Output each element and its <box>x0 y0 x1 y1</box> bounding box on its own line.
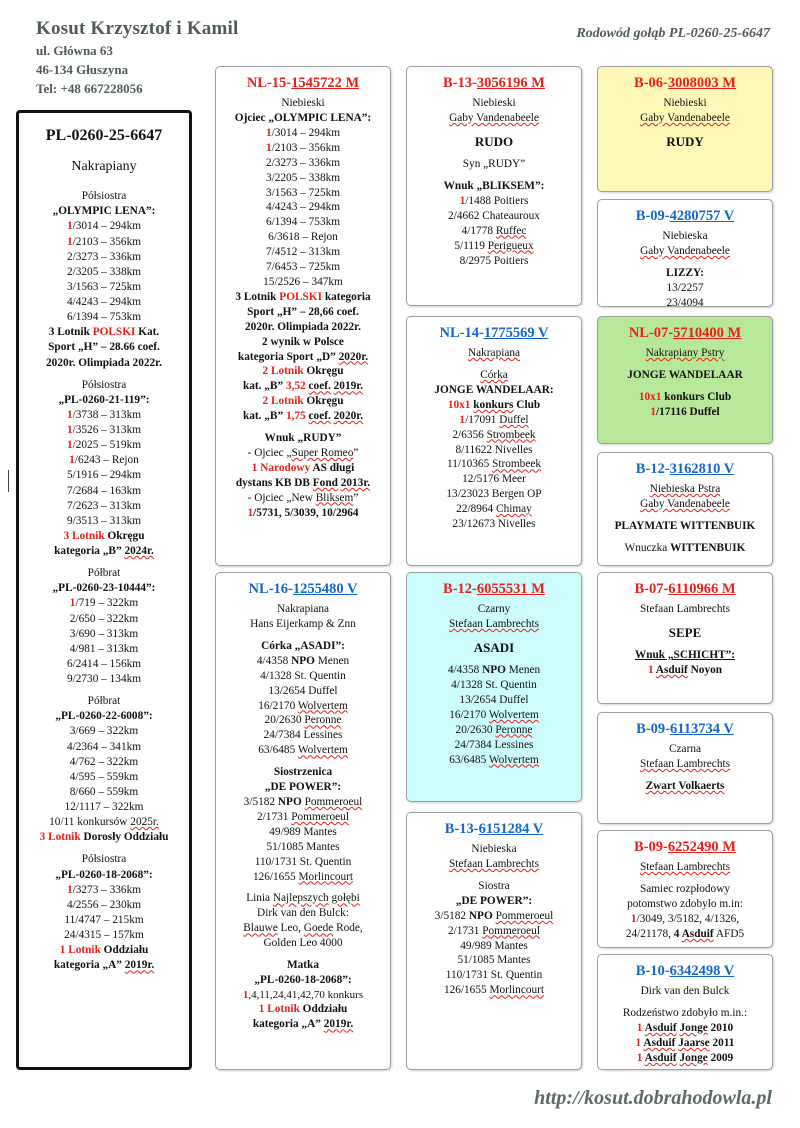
card-nl14-color: Nakrapiana <box>467 347 521 360</box>
relative-block: Półsiostra „PL-0260-21-119”: 1/3738 – 313km 1/3526 – 313km 1/2025 – 519km 1/6243 – Rejon 5/1916 – 294km 7/2684 – 163km 7/2623 – 313km 9/3513 – 313km 3 Lotnik Okręgu kategoria „B” 2024r. <box>27 378 181 560</box>
card-b12b-breeder: Gaby Vandenabeele <box>640 498 730 511</box>
main-bird-ring: PL-0260-25-6647 <box>45 127 163 144</box>
relative-name: „PL-0260-22-6008”: <box>55 710 153 723</box>
card-b13b-breeder: Stefaan Lambrechts <box>448 858 540 871</box>
card-b10-note: Rodzeństwo zdobyło m.in.: <box>622 1007 748 1020</box>
card-nl07-name: JONGE WANDELAAR <box>627 369 743 382</box>
breeder-city: 46-134 Głuszyna <box>36 62 129 77</box>
relative-type: Półbrat <box>87 567 121 580</box>
card-nl07: NL-07-5710400 M Nakrapiany Pstry JONGE WANDELAAR 10x1 konkurs Club 1/17116 Duffel <box>597 316 773 444</box>
card-b12a-breeder: Stefaan Lambrechts <box>448 618 540 631</box>
card-nl16-color: Nakrapiana <box>276 603 330 616</box>
card-b12a-name: ASADI <box>473 639 515 655</box>
card-nl16: NL-16-1255480 V Nakrapiana Hans Eijerkamp & Znn Córka „ASADI”: 4/4358 NPO Menen 4/1328 St. Quentin 13/2654 Duffel 16/2170 Wolvertem 20/2630 Peronne 24/7384 Lessines 63/6485 Wolvertem Siostrzenica „DE POWER”: 3/5182 NPO Pommeroeul 2/1731 Pommeroeul 49/989 Mantes 51/1085 Mantes 110/1731 St. Quentin 126/1655 Morlincourt Linia Najlepszych gołębi Dirk van den Bulck: Blauwe Leo, Goede Rode, Golden Leo 4000 Matka „PL-0260-18-2068”: 1,4,11,24,41,42,70 konkurs 1 Lotnik Oddziału kategoria „A” 2019r. <box>215 572 391 1070</box>
card-b09b-name: Zwart Volkaerts <box>645 779 725 792</box>
card-b12b <box>597 452 773 566</box>
card-b12a: B-12-6055531 M Czarny Stefaan Lambrechts ASADI 4/4358 NPO Menen 4/1328 St. Quentin 13/2654 Duffel 16/2170 Wolvertem 20/2630 Peronne 24/7384 Lessines 63/6485 Wolvertem <box>406 572 582 802</box>
card-b06 <box>597 66 773 192</box>
card-b13a-grandson: Wnuk „BLIKSEM”: <box>443 180 545 192</box>
relative-block: Półsiostra „PL-0260-18-2068”: 1/3273 – 336km 4/2556 – 230km 11/4747 – 215km 24/4315 – 157km 1 Lotnik Oddziału kategoria „A” 2019r. <box>27 852 181 973</box>
card-b06-color: Niebieski <box>663 97 707 110</box>
card-b10: B-10-6342498 V Dirk van den Bulck Rodzeństwo zdobyło m.in.: 1 Asduif Jonge 2010 1 Asduif Jaarse 2011 1 Asduif Jonge 2009 <box>597 954 773 1070</box>
card-b09c-note: Samiec rozpłodowy <box>639 883 731 896</box>
relative-type: Półsiostra <box>81 190 127 203</box>
card-b07-ring: B-07-6110966 M <box>634 581 736 597</box>
card-b13a-name: RUDO <box>474 133 514 149</box>
card-b13a-ring: B-13-3056196 M <box>443 75 545 91</box>
card-b06-name: RUDY <box>666 133 704 149</box>
card-b12b-note: Wnuczka WITTENBUIK <box>624 541 746 554</box>
relative-block: Półbrat „PL-0260-23-10444”: 1/719 – 322km 2/650 – 322km 3/690 – 313km 4/981 – 313km 6/2414 – 156km 9/2730 – 134km <box>27 566 181 687</box>
card-nl16-mother-ring: „PL-0260-18-2068”: <box>254 973 352 986</box>
card-b09c-ring: B-09-6252490 M <box>634 839 736 855</box>
card-nl07-ring: NL-07-5710400 M <box>628 325 742 341</box>
card-b09a-ring: B-09-4280757 V <box>635 208 735 224</box>
card-nl15-grandson: Wnuk „RUDY” <box>264 432 342 445</box>
card-b09a-color: Niebieska <box>662 230 708 243</box>
card-b13b-sister: Siostra <box>478 879 510 892</box>
card-b06-breeder: Gaby Vandenabeele <box>640 112 730 125</box>
page-title: Kosut Krzysztof i Kamil <box>36 18 239 39</box>
card-nl16-sister-name: „DE POWER”: <box>264 781 342 794</box>
card-b13b-ring: B-13-6151284 V <box>444 821 544 837</box>
card-b12b-ring: B-12-3162810 V <box>635 461 735 477</box>
relative-type: Półbrat <box>87 695 121 708</box>
card-b06-ring: B-06-3008003 M <box>634 75 736 91</box>
card-nl14: NL-14-1775569 V Nakrapiana Córka JONGE WANDELAAR: 10x1 konkurs Club 1/17091 Duffel 2/6356 Strombeek 8/11622 Nivelles 11/10365 Strombeek 12/5176 Meer 13/23023 Bergen OP 22/8964 Chimay 23/12673 Nivelles <box>406 316 582 566</box>
card-b09b-ring: B-09-6113734 V <box>636 721 734 737</box>
card-nl16-ring: NL-16-1255480 V <box>248 581 358 597</box>
card-nl14-ring: NL-14-1775569 V <box>439 325 549 341</box>
card-b07-grandson: Wnuk „SCHICHT”: <box>634 649 736 662</box>
card-b13b: B-13-6151284 V Niebieska Stefaan Lambrechts Siostra „DE POWER”: 3/5182 NPO Pommeroeul 2/1731 Pommeroeul 49/989 Mantes 51/1085 Mantes 110/1731 St. Quentin 126/1655 Morlincourt <box>406 812 582 1070</box>
relative-type: Półsiostra <box>81 378 127 391</box>
card-b09a-breeder: Gaby Vandenabeele <box>640 245 730 258</box>
relative-name: „PL-0260-21-119”: <box>58 393 150 406</box>
card-b09c-breeder: Stefaan Lambrechts <box>639 861 731 874</box>
card-nl14-daughter: Córka <box>480 369 508 382</box>
breeder-phone: Tel: +48 667228056 <box>36 81 143 96</box>
card-nl07-color: Nakrapiany Pstry <box>645 347 725 360</box>
website-url[interactable]: http://kosut.dobrahodowla.pl <box>534 1087 772 1109</box>
card-nl15: NL-15-1545722 M Niebieski Ojciec „OLYMPIC LENA”: 1/3014 – 294km 1/2103 – 356km 2/3273 – 336km 3/2205 – 338km 3/1563 – 725km 4/4243 – 294km 6/1394 – 753km 6/3618 – Rejon 7/4512 – 313km 7/6453 – 725km 15/2526 – 347km 3 Lotnik POLSKI kategoria Sport „H” – 28,66 coef. 2020r. Olimpiada 2022r. 2 wynik w Polsce kategoria Sport „D” 2020r. 2 Lotnik Okręgu kat. „B” 3,52 coef. 2019r. 2 Lotnik Okręgu kat. „B” 1,75 coef. 2020r. Wnuk „RUDY” - Ojciec „Super Romeo” 1 Narodowy AS długi dystans KB DB Fond 2013r. - Ojciec „New Bliksem” 1/5731, 5/3039, 10/2964 <box>215 66 391 566</box>
card-b13b-color: Niebieska <box>471 843 517 856</box>
card-b09a: B-09-4280757 V Niebieska Gaby Vandenabeele LIZZY: 13/2257 23/4094 <box>597 199 773 307</box>
pedigree-label: Rodowód gołąb PL-0260-25-6647 <box>576 26 770 41</box>
card-b13a-son: Syn „RUDY” <box>462 158 526 171</box>
card-b12b-name: PLAYMATE WITTENBUIK <box>614 519 756 532</box>
card-b13a-color: Niebieski <box>472 97 516 110</box>
card-b09c-note2: potomstwo zdobyło m.in: <box>627 897 743 910</box>
card-b07-breeder: Stefaan Lambrechts <box>639 603 731 616</box>
card-nl16-breeder: Hans Eijerkamp & Znn <box>250 618 356 631</box>
card-nl16-mother: Matka <box>286 959 319 972</box>
card-nl16-sister: Siostrzenica <box>273 766 333 779</box>
card-nl15-color: Niebieski <box>281 97 325 110</box>
card-nl14-name: JONGE WANDELAAR: <box>434 383 554 396</box>
card-b07: B-07-6110966 M Stefaan Lambrechts SEPE Wnuk „SCHICHT”: 1 Asduif Noyon <box>597 572 773 704</box>
card-b09c: B-09-6252490 M Stefaan Lambrechts Samiec rozpłodowy potomstwo zdobyło m.in: 1/3049, 3/5182, 4/1326, 24/21178, 4 Asduif AFD5 <box>597 830 773 948</box>
card-b09b-breeder: Stefaan Lambrechts <box>639 758 731 771</box>
card-b13a-breeder: Gaby Vandenabeele <box>449 112 539 125</box>
card-b10-breeder: Dirk van den Bulck <box>640 985 730 998</box>
breeder-address: ul. Główna 63 <box>36 43 113 58</box>
margin-tick <box>8 470 9 492</box>
relative-block: Półbrat „PL-0260-22-6008”: 3/669 – 322km 4/2364 – 341km 4/762 – 322km 4/595 – 559km 8/660 – 559km 12/1117 – 322km 10/11 konkursów 2025r. 3 Lotnik Dorosły Oddziału <box>27 694 181 845</box>
relative-name: „PL-0260-23-10444”: <box>52 582 156 595</box>
card-b09b <box>597 712 773 824</box>
card-b09b-color: Czarna <box>669 743 701 756</box>
card-nl15-parent: Ojciec „OLYMPIC LENA”: <box>234 112 372 125</box>
main-bird-color: Nakrapiany <box>71 159 137 175</box>
card-b09a-name: LIZZY: <box>666 266 704 279</box>
card-b10-ring: B-10-6342498 V <box>635 963 735 979</box>
card-b13a: B-13-3056196 M Niebieski Gaby Vandenabeele RUDO Syn „RUDY” Wnuk „BLIKSEM”: 1/1488 Poitiers 2/4662 Chateauroux 4/1778 Ruffec 5/1119 Perigueux 8/2975 Poitiers <box>406 66 582 306</box>
card-nl15-ring: NL-15-1545722 M <box>246 75 360 91</box>
main-bird-card <box>16 110 192 1070</box>
card-b12a-ring: B-12-6055531 M <box>443 581 545 597</box>
relative-name: „OLYMPIC LENA”: <box>52 205 156 218</box>
relative-name: „PL-0260-18-2068”: <box>55 868 153 881</box>
card-b12b-color: Niebieska Pstra <box>649 483 721 496</box>
card-nl16-daughter: Córka „ASADI”: <box>261 639 345 652</box>
card-b07-name: SEPE <box>668 625 702 641</box>
relative-type: Półsiostra <box>81 853 127 866</box>
card-b13b-name: „DE POWER”: <box>455 894 533 907</box>
relative-block: Półsiostra „OLYMPIC LENA”: 1/3014 – 294km 1/2103 – 356km 2/3273 – 336km 2/3205 – 338km 3/1563 – 725km 4/4243 – 294km 6/1394 – 753km 3 Lotnik POLSKI Kat. Sport „H” – 28.66 coef. 2020r. Olimpiada 2022r. <box>27 189 181 371</box>
card-b12a-color: Czarny <box>477 603 511 616</box>
